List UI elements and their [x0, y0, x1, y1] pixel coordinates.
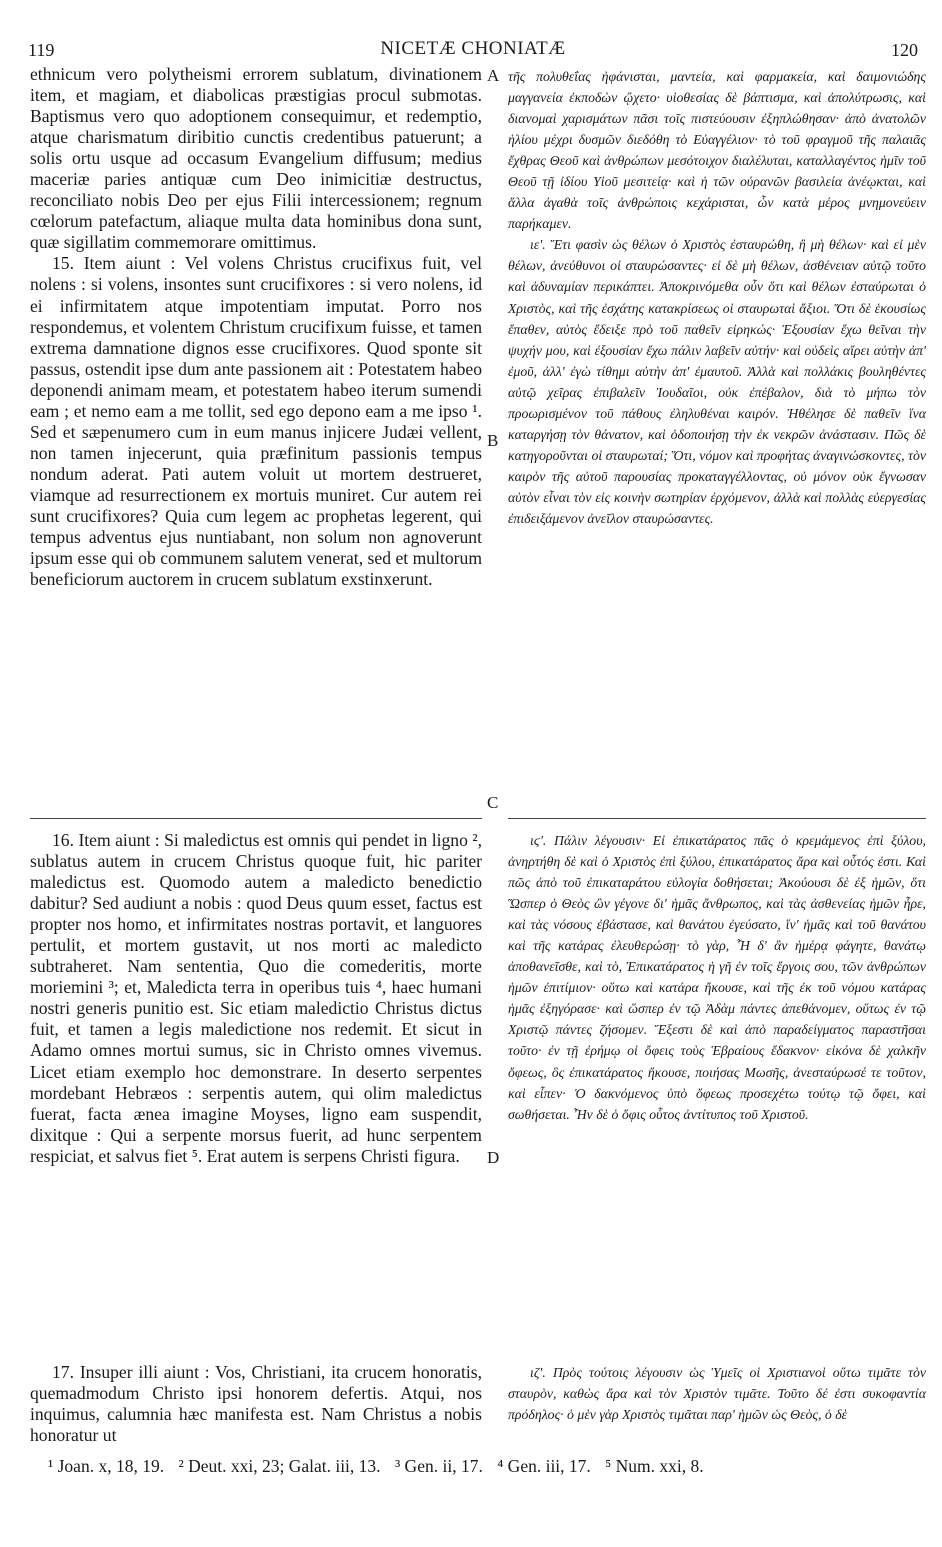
- footnote-3: ³ Gen. ii, 17.: [394, 1456, 483, 1476]
- latin-paragraph-16: 16. Item aiunt : Si maledictus est omnis qui pendet in ligno ², sublatus autem in crucem Christus quoque fuit, hic pariter maledictus est. Quomodo autem a maledicto benedictio dabitur? Sed audiunt a nobis : quod Deus quum esset, factus est propter nos homo, et infirmitates nostras portavit, et languores pertulit, et mortem gustavit, ut nos morti ac maledicto subtraheret. Nam sententia, Quo die comederitis, morte moriemini ³; et, Maledicta terra in operibus tuis ⁴, haec humani nostri generis punitio est. Sic etiam maledictio Christus dictus fuit, et tamen a legis maledictione nos redemit. Et sicut in Adamo omnes mortui sumus, sic in Christo omnes vivemus. Licet etiam exemplo hoc demonstrare. In deserto serpentes mordebant Hebræos : serpentis autem, qui olim maledictus fuerat, facta ænea imagine Moyses, ligno eam suspendit, dixitque : Qui a serpente morsus fuerit, ad hunc serpentem respiciat, et salvus fiet ⁵. Erat autem is serpens Christi figura.: [30, 830, 482, 1166]
- latin-paragraph-17: 17. Insuper illi aiunt : Vos, Christiani, ita crucem honoratis, quemadmodum Christo ipsi honorem defertis. Atqui, nos inquimus, calumnia hæc manifesta est. Nam Christus a nobis honoratur ut: [30, 1362, 482, 1446]
- latin-column-section-2: [30, 830, 482, 1167]
- greek-column-section-3: [508, 1362, 926, 1425]
- greek-column-section-2: [508, 830, 926, 1125]
- page-header: [28, 34, 918, 68]
- running-title: NICETÆ CHONIATÆ: [380, 38, 566, 59]
- latin-column-section-3: [30, 1362, 482, 1446]
- footnote-1: ¹ Joan. x, 18, 19.: [48, 1456, 165, 1476]
- latin-section-divider: [30, 818, 482, 819]
- footnote-4: ⁴ Gen. iii, 17.: [497, 1456, 591, 1476]
- margin-marker-c: C: [487, 793, 499, 812]
- page-number-left: 119: [28, 40, 55, 60]
- greek-paragraph-continuation: τῆς πολυθεΐας ἠφάνισται, μαντεία, καὶ φαρμακεία, καὶ δαιμονιώδης μαγγανεία ἐκποδὼν ᾤχετο· υἱοθεσίας δὲ βάπτισμα, καὶ ἀπολύτρωσις, καὶ διανομαὶ χαρισμάτων πᾶσι τοῖς πιστεύουσιν ἐξηπλώθησαν· ἀπὸ ἀνατολῶν ἡλίου μέχρι δυσμῶν διεδόθη τὸ Εὐαγγέλιον· τὸ τοῦ φραγμοῦ τῆς παλαιᾶς ἔχθρας Θεοῦ καὶ ἀνθρώπων μεσότοιχον διαλέλυται, καταλλαγέντος ἡμῖν τοῦ Θεοῦ τῇ ἰδίου Υἱοῦ μεσιτείᾳ· καὶ ἡ τῶν οὐρανῶν βασιλεία ἀνέῳκται, καὶ ἄλλα ἀγαθὰ τοῖς ἀνθρώποις κεχάρισται, ὧν κατὰ μέρος μνημονεύειν παρήκαμεν.: [508, 69, 926, 232]
- footnote-2: ² Deut. xxi, 23; Galat. iii, 13.: [178, 1456, 381, 1476]
- latin-paragraph-continuation: ethnicum vero polytheismi errorem sublatum, divinationem item, et magiam, et diabolicas præstigias procul submotas. Baptismus vero quo adoptionem consequimur, et redemptio, atque charismatum diribitio cunctis credentibus patuerunt; a solis ortu usque ad occasum Evangelium diffusum; medius maceriæ paries antiquæ cum Deo inimicitiæ destructus, reconciliato nobis Deo per ejus Filii intercessionem; regnum cœlorum patefactum, aliaque multa data hominibus dona sunt, quæ sigillatim commemorare omittimus.: [30, 64, 482, 253]
- footnotes: [48, 1456, 928, 1477]
- greek-section-divider: [508, 818, 926, 819]
- footnote-5: ⁵ Num. xxi, 8.: [605, 1456, 704, 1476]
- margin-marker-d: D: [487, 1148, 500, 1167]
- page-number-right: 120: [891, 40, 918, 60]
- margin-marker-a: A: [487, 66, 500, 85]
- latin-column-section-1: [30, 64, 482, 590]
- greek-paragraph-17: ιζ'. Πρὸς τούτοις λέγουσιν ὡς Ὑμεῖς οἱ Χριστιανοὶ οὕτω τιμᾶτε τὸν σταυρὸν, καθὼς ἄρα καὶ τὸν Χριστὸν τιμᾶτε. Τοῦτο δέ ἐστι συκοφαντία πρόδηλος· ὁ μὲν γὰρ Χριστὸς τιμᾶται παρ' ἡμῶν ὡς Θεὸς, ὁ δὲ: [508, 1365, 926, 1423]
- greek-paragraph-15: ιε'. Ἔτι φασὶν ὡς θέλων ὁ Χριστὸς ἐσταυρώθη, ἢ μὴ θέλων· καὶ εἰ μὲν θέλων, ἀνεύθυνοι οἱ σταυρώσαντες· εἰ δὲ μὴ θέλων, ἀσθένειαν αὐτῷ τοῦτο καὶ ἀδυναμίαν περικάπτει. Ἀποκρινόμεθα οὖν ὅτι καὶ θέλων ἐσταύρωται ὁ Χριστὸς, καὶ τῆς ἐσχάτης κατακρίσεως οἱ σταυρωταὶ ἄξιοι. Ὅτι δὲ ἑκουσίως ἔπαθεν, αὐτὸς ἔδειξε πρὸ τοῦ παθεῖν εἰρηκώς· Ἐξουσίαν ἔχω θεῖναι τὴν ψυχήν μου, καὶ ἐξουσίαν ἔχω πάλιν λαβεῖν αὐτήν· καὶ οὐδεὶς αἴρει αὐτὴν ἀπ' ἐμοῦ, ἀλλ' ἐγὼ τίθημι αὐτὴν ἀπ' ἐμαυτοῦ. Ἀλλὰ καὶ πολλάκις βουληθέντες αὐτῷ χεῖρας ἐπιβαλεῖν Ἰουδαῖοι, οὐκ ἐπέβαλον, διὰ τὸ μήπω τὸν προωρισμένον τοῦ πάθους ἐληλυθέναι καιρόν. Ἠθέλησε δὲ παθεῖν ἵνα καταργήσῃ τὸν θάνατον, καὶ ὁδοποιήσῃ τὴν ἐκ νεκρῶν ἀνάστασιν. Πῶς δὲ κατηγοροῦνται οἱ σταυρωταί; Ὅτι, νόμον καὶ προφήτας ἀναγινώσκοντες, τὸν καιρὸν τῆς αὐτοῦ παρουσίας προκαταγγέλλοντας, οὐ μόνον οὐκ ἔγνωσαν αὐτὸν εἶναι τὸν εἰς κοινὴν σωτηρίαν ἐρχόμενον, ἀλλὰ καὶ πολλὰς εὐεργεσίας ἐπιδειξάμενον ἀνεῖλον σταυρώσαντες.: [508, 237, 926, 526]
- latin-paragraph-15: 15. Item aiunt : Vel volens Christus crucifixus fuit, vel nolens : si volens, insontes sunt crucifixores : si vero nolens, id ei infirmitatem atque impotentiam imputat. Porro nos respondemus, et volentem Christum crucifixum fuisse, et tamen extrema damnatione dignos esse crucifixores. Quod sponte sit passus, ostendit ipse dum ante passionem ait : Potestatem habeo deponendi animam meam, et potestatem habeo iterum sumendi eam ; et nemo eam a me tollit, sed ego depono eam a me ipso ¹. Sed et sæpenumero cum in eum manus injicere Judæi vellent, non tamen injecerunt, quia præfinitum passionis tempus nondum aderat. Pati autem voluit ut mortem destrueret, viamque ad resurrectionem ex mortuis muniret. Cur autem rei sunt crucifixores? Quia cum legem ac prophetas legerent, qui tempus adventus ejus nuntiabant, non solum non agnoverunt ipsum esse qui ob communem salutem venerat, sed et multorum beneficiorum auctorem in crucem sublatum exstinxerunt.: [30, 253, 482, 590]
- greek-column-section-1: [508, 66, 926, 529]
- margin-marker-b: B: [487, 431, 499, 450]
- greek-paragraph-16: ιϛ'. Πάλιν λέγουσιν· Εἰ ἐπικατάρατος πᾶς ὁ κρεμάμενος ἐπὶ ξύλου, ἀνηρτήθη δὲ καὶ ὁ Χριστὸς ἐπὶ ξύλου, ἐπικατάρατος ἄρα καὶ οὗτός ἐστι. Καὶ πῶς ἀπὸ τοῦ ἐπικαταράτου εὐλογία δοθήσεται; Ἀκούουσι δὲ ἐξ ἡμῶν, ὅτι Ὥσπερ ὁ Θεὸς ὢν γέγονε δι' ἡμᾶς ἄνθρωπος, καὶ τὰς ἀσθενείας ἡμῶν ἦρε, καὶ τὰς νόσους ἐβάστασε, καὶ θανάτου ἐγεύσατο, ἵν' ἡμᾶς καὶ τοῦ θανάτου καὶ τῆς κατάρας ἐλευθερώσῃ· τὸ γὰρ, Ἧ δ' ἂν ἡμέρᾳ φάγητε, θανάτῳ ἀποθανεῖσθε, καὶ τὸ, Ἐπικατάρατος ἡ γῆ ἐν τοῖς ἔργοις σου, τῶν ἀνθρώπων ἡμῶν ἐπιτίμιον· οὕτω καὶ κατάρα ἤκουσε, καὶ τῆς ἐκ τοῦ νόμου κατάρας ἡμᾶς ἐξηγόρασε· καὶ ὥσπερ ἐν τῷ Ἀδὰμ πάντες ἀπεθάνομεν, οὕτως ἐν τῷ Χριστῷ πάντες ζήσομεν. Ἔξεστι δὲ καὶ ἀπὸ παραδείγματος παραστῆσαι τοῦτο· ἐν τῇ ἐρήμῳ οἱ ὄφεις τοὺς Ἑβραίους ἔδακνον· εἰκόνα δὲ χαλκῆν ὄφεως, ὃς ἐπικατάρατος ἤκουσε, ποιήσας Μωσῆς, ἀνεσταύρωσέ τε τοῦτον, καὶ εἶπεν· Ὁ δακνόμενος ὑπὸ ὄφεως προσεχέτω τούτῳ τῷ ὄφει, καὶ σωθήσεται. Ἦν δὲ ὁ ὄφις οὗτος ἀντίτυπος τοῦ Χριστοῦ.: [508, 833, 926, 1122]
